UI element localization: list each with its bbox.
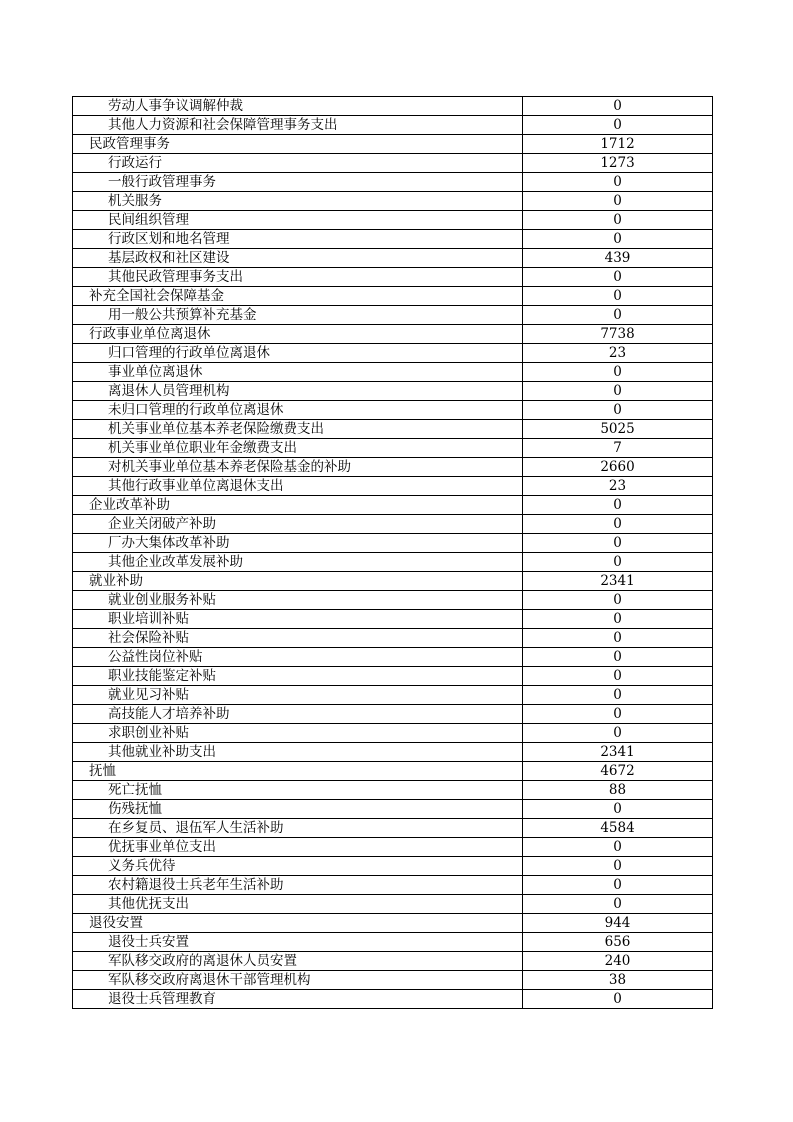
subcategory-row xyxy=(73,591,713,610)
item-name-cell: 其他行政事业单位离退休支出 xyxy=(73,477,523,496)
subcategory-row xyxy=(73,857,713,876)
item-name-cell: 就业见习补贴 xyxy=(73,686,523,705)
item-name-cell: 军队移交政府的离退休人员安置 xyxy=(73,952,523,971)
amount-cell: 240 xyxy=(523,952,713,971)
category-row xyxy=(73,287,713,306)
amount-cell: 944 xyxy=(523,914,713,933)
item-name-cell: 事业单位离退休 xyxy=(73,363,523,382)
amount-cell: 0 xyxy=(523,990,713,1009)
amount-cell: 0 xyxy=(523,268,713,287)
category-row xyxy=(73,572,713,591)
amount-cell: 0 xyxy=(523,382,713,401)
subcategory-row xyxy=(73,667,713,686)
item-name-cell: 机关事业单位职业年金缴费支出 xyxy=(73,439,523,458)
amount-cell: 38 xyxy=(523,971,713,990)
item-name-cell: 其他就业补助支出 xyxy=(73,743,523,762)
subcategory-row xyxy=(73,116,713,135)
amount-cell: 1712 xyxy=(523,135,713,154)
category-row xyxy=(73,496,713,515)
item-name-cell: 其他民政管理事务支出 xyxy=(73,268,523,287)
subcategory-row xyxy=(73,154,713,173)
amount-cell: 4584 xyxy=(523,819,713,838)
item-name-cell: 社会保险补贴 xyxy=(73,629,523,648)
subcategory-row xyxy=(73,990,713,1009)
subcategory-row xyxy=(73,97,713,116)
subcategory-row xyxy=(73,800,713,819)
category-row xyxy=(73,135,713,154)
item-name-cell: 未归口管理的行政单位离退休 xyxy=(73,401,523,420)
subcategory-row xyxy=(73,819,713,838)
subcategory-row xyxy=(73,952,713,971)
item-name-cell: 民间组织管理 xyxy=(73,211,523,230)
subcategory-row xyxy=(73,895,713,914)
subcategory-row xyxy=(73,534,713,553)
amount-cell: 0 xyxy=(523,496,713,515)
item-name-cell: 死亡抚恤 xyxy=(73,781,523,800)
item-name-cell: 就业补助 xyxy=(73,572,523,591)
item-name-cell: 企业关闭破产补助 xyxy=(73,515,523,534)
item-name-cell: 在乡复员、退伍军人生活补助 xyxy=(73,819,523,838)
subcategory-row xyxy=(73,648,713,667)
item-name-cell: 高技能人才培养补助 xyxy=(73,705,523,724)
subcategory-row xyxy=(73,420,713,439)
subcategory-row xyxy=(73,382,713,401)
subcategory-row xyxy=(73,363,713,382)
subcategory-row xyxy=(73,439,713,458)
item-name-cell: 职业培训补贴 xyxy=(73,610,523,629)
subcategory-row xyxy=(73,838,713,857)
amount-cell: 0 xyxy=(523,287,713,306)
subcategory-row xyxy=(73,173,713,192)
amount-cell: 7738 xyxy=(523,325,713,344)
amount-cell: 0 xyxy=(523,116,713,135)
item-name-cell: 基层政权和社区建设 xyxy=(73,249,523,268)
item-name-cell: 优抚事业单位支出 xyxy=(73,838,523,857)
subcategory-row xyxy=(73,933,713,952)
subcategory-row xyxy=(73,724,713,743)
amount-cell: 0 xyxy=(523,173,713,192)
amount-cell: 0 xyxy=(523,591,713,610)
subcategory-row xyxy=(73,306,713,325)
subcategory-row xyxy=(73,515,713,534)
item-name-cell: 补充全国社会保障基金 xyxy=(73,287,523,306)
amount-cell: 439 xyxy=(523,249,713,268)
subcategory-row xyxy=(73,401,713,420)
item-name-cell: 退役士兵管理教育 xyxy=(73,990,523,1009)
category-row xyxy=(73,762,713,781)
item-name-cell: 退役安置 xyxy=(73,914,523,933)
item-name-cell: 机关服务 xyxy=(73,192,523,211)
item-name-cell: 其他优抚支出 xyxy=(73,895,523,914)
subcategory-row xyxy=(73,971,713,990)
amount-cell: 2660 xyxy=(523,458,713,477)
subcategory-row xyxy=(73,458,713,477)
subcategory-row xyxy=(73,249,713,268)
category-row xyxy=(73,914,713,933)
amount-cell: 5025 xyxy=(523,420,713,439)
amount-cell: 0 xyxy=(523,534,713,553)
amount-cell: 0 xyxy=(523,97,713,116)
item-name-cell: 一般行政管理事务 xyxy=(73,173,523,192)
amount-cell: 0 xyxy=(523,553,713,572)
item-name-cell: 抚恤 xyxy=(73,762,523,781)
subcategory-row xyxy=(73,268,713,287)
amount-cell: 88 xyxy=(523,781,713,800)
item-name-cell: 劳动人事争议调解仲裁 xyxy=(73,97,523,116)
amount-cell: 0 xyxy=(523,363,713,382)
item-name-cell: 其他人力资源和社会保障管理事务支出 xyxy=(73,116,523,135)
item-name-cell: 归口管理的行政单位离退休 xyxy=(73,344,523,363)
amount-cell: 0 xyxy=(523,876,713,895)
subcategory-row xyxy=(73,629,713,648)
category-row xyxy=(73,325,713,344)
item-name-cell: 行政事业单位离退休 xyxy=(73,325,523,344)
amount-cell: 0 xyxy=(523,895,713,914)
subcategory-row xyxy=(73,192,713,211)
amount-cell: 0 xyxy=(523,800,713,819)
amount-cell: 0 xyxy=(523,724,713,743)
expenditure-table-body xyxy=(73,97,713,1009)
amount-cell: 0 xyxy=(523,230,713,249)
subcategory-row xyxy=(73,876,713,895)
amount-cell: 23 xyxy=(523,477,713,496)
amount-cell: 0 xyxy=(523,705,713,724)
amount-cell: 0 xyxy=(523,610,713,629)
subcategory-row xyxy=(73,344,713,363)
amount-cell: 0 xyxy=(523,648,713,667)
item-name-cell: 机关事业单位基本养老保险缴费支出 xyxy=(73,420,523,439)
amount-cell: 0 xyxy=(523,211,713,230)
subcategory-row xyxy=(73,211,713,230)
amount-cell: 0 xyxy=(523,515,713,534)
item-name-cell: 就业创业服务补贴 xyxy=(73,591,523,610)
expenditure-table xyxy=(72,96,713,1009)
item-name-cell: 义务兵优待 xyxy=(73,857,523,876)
item-name-cell: 公益性岗位补贴 xyxy=(73,648,523,667)
amount-cell: 2341 xyxy=(523,743,713,762)
amount-cell: 0 xyxy=(523,667,713,686)
subcategory-row xyxy=(73,553,713,572)
amount-cell: 1273 xyxy=(523,154,713,173)
subcategory-row xyxy=(73,743,713,762)
item-name-cell: 离退休人员管理机构 xyxy=(73,382,523,401)
item-name-cell: 退役士兵安置 xyxy=(73,933,523,952)
amount-cell: 23 xyxy=(523,344,713,363)
item-name-cell: 行政运行 xyxy=(73,154,523,173)
item-name-cell: 伤残抚恤 xyxy=(73,800,523,819)
subcategory-row xyxy=(73,477,713,496)
amount-cell: 0 xyxy=(523,857,713,876)
subcategory-row xyxy=(73,705,713,724)
subcategory-row xyxy=(73,686,713,705)
item-name-cell: 行政区划和地名管理 xyxy=(73,230,523,249)
amount-cell: 656 xyxy=(523,933,713,952)
item-name-cell: 用一般公共预算补充基金 xyxy=(73,306,523,325)
item-name-cell: 其他企业改革发展补助 xyxy=(73,553,523,572)
item-name-cell: 职业技能鉴定补贴 xyxy=(73,667,523,686)
item-name-cell: 企业改革补助 xyxy=(73,496,523,515)
amount-cell: 4672 xyxy=(523,762,713,781)
amount-cell: 0 xyxy=(523,629,713,648)
amount-cell: 2341 xyxy=(523,572,713,591)
amount-cell: 0 xyxy=(523,838,713,857)
item-name-cell: 厂办大集体改革补助 xyxy=(73,534,523,553)
item-name-cell: 民政管理事务 xyxy=(73,135,523,154)
amount-cell: 0 xyxy=(523,306,713,325)
subcategory-row xyxy=(73,230,713,249)
amount-cell: 7 xyxy=(523,439,713,458)
amount-cell: 0 xyxy=(523,401,713,420)
amount-cell: 0 xyxy=(523,192,713,211)
item-name-cell: 军队移交政府离退休干部管理机构 xyxy=(73,971,523,990)
item-name-cell: 农村籍退役士兵老年生活补助 xyxy=(73,876,523,895)
item-name-cell: 对机关事业单位基本养老保险基金的补助 xyxy=(73,458,523,477)
subcategory-row xyxy=(73,610,713,629)
subcategory-row xyxy=(73,781,713,800)
amount-cell: 0 xyxy=(523,686,713,705)
item-name-cell: 求职创业补贴 xyxy=(73,724,523,743)
